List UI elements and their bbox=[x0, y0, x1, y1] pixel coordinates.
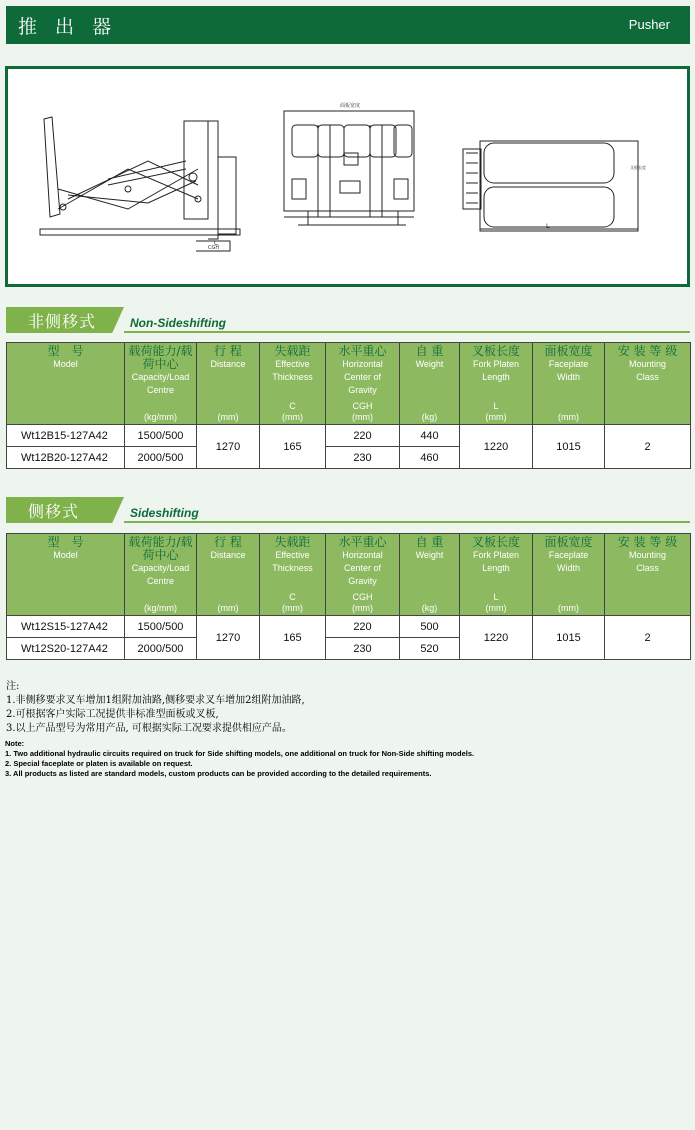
cell-weight: 500 bbox=[400, 616, 460, 638]
section-header-sideshifting bbox=[6, 497, 690, 523]
section-header-non-sideshifting bbox=[6, 307, 690, 333]
cell-model: Wt12S20-127A42 bbox=[7, 638, 125, 660]
cell-capacity: 1500/500 bbox=[125, 616, 197, 638]
table-row bbox=[7, 616, 691, 638]
cell-cgh: 230 bbox=[326, 447, 400, 469]
cell-length: 1220 bbox=[460, 616, 533, 660]
table-header-row bbox=[7, 343, 691, 425]
cell-cgh: 220 bbox=[326, 425, 400, 447]
col-weight: 自 重 Weight (kg) bbox=[400, 343, 460, 425]
section-title-en: Sideshifting bbox=[130, 506, 199, 520]
col-thickness: 失载距 Effective Thickness C (mm) bbox=[260, 534, 326, 616]
section-divider bbox=[124, 331, 690, 333]
cell-width: 1015 bbox=[533, 616, 605, 660]
notes-en-item: 1. Two additional hydraulic circuits required on truck for Side shifting models, one additional on truck for Non-Side shifting models. bbox=[5, 749, 475, 758]
notes-en-item: 2. Special faceplate or platen is available on request. bbox=[5, 759, 193, 768]
col-distance: 行 程 Distance (mm) bbox=[197, 343, 260, 425]
pusher-line-drawing bbox=[8, 69, 687, 284]
section-divider bbox=[124, 521, 690, 523]
spec-table-sideshifting bbox=[6, 533, 691, 660]
cell-weight: 520 bbox=[400, 638, 460, 660]
cell-thickness: 165 bbox=[260, 425, 326, 469]
col-width: 面板宽度 Faceplate Width (mm) bbox=[533, 343, 605, 425]
col-width: 面板宽度 Faceplate Width (mm) bbox=[533, 534, 605, 616]
col-thickness: 失载距 Effective Thickness C (mm) bbox=[260, 343, 326, 425]
col-length: 叉板长度 Fork Platen Length L (mm) bbox=[460, 343, 533, 425]
notes-cn-title: 注: bbox=[6, 681, 20, 692]
spec-table-non-sideshifting bbox=[6, 342, 691, 469]
drawing-side-note: 叉板长度 bbox=[630, 165, 646, 170]
page-title-en: Pusher bbox=[628, 17, 670, 32]
page-title-cn: 推 出 器 bbox=[18, 16, 118, 38]
table-header-row bbox=[7, 534, 691, 616]
cell-model: Wt12B20-127A42 bbox=[7, 447, 125, 469]
drawing-l-label: L bbox=[546, 223, 550, 230]
cell-weight: 460 bbox=[400, 447, 460, 469]
notes-chinese bbox=[6, 680, 305, 736]
section-title-cn: 非侧移式 bbox=[28, 312, 97, 331]
section-title-cn: 侧移式 bbox=[28, 502, 80, 521]
notes-en-item: 3. All products as listed are standard models, custom products can be provided according to the detailed requirements. bbox=[5, 769, 432, 778]
col-length: 叉板长度 Fork Platen Length L (mm) bbox=[460, 534, 533, 616]
cell-class: 2 bbox=[605, 425, 691, 469]
col-model: 型 号 Model bbox=[7, 343, 125, 425]
cell-distance: 1270 bbox=[197, 616, 260, 660]
drawing-c-label: C bbox=[214, 240, 219, 247]
cell-capacity: 2000/500 bbox=[125, 638, 197, 660]
drawing-top-label: 面板宽度 bbox=[340, 103, 361, 109]
cell-weight: 440 bbox=[400, 425, 460, 447]
cell-capacity: 2000/500 bbox=[125, 447, 197, 469]
col-cgh: 水平重心 Horizontal Center of Gravity CGH (mm) bbox=[326, 534, 400, 616]
col-capacity: 载荷能力/载荷中心 Capacity/Load Centre (kg/mm) bbox=[125, 534, 197, 616]
notes-cn-item: 3.以上产品型号为常用产品, 可根据实际工况要求提供相应产品。 bbox=[6, 723, 292, 734]
notes-english bbox=[5, 739, 474, 779]
cell-class: 2 bbox=[605, 616, 691, 660]
title-bar bbox=[6, 6, 690, 44]
cell-cgh: 230 bbox=[326, 638, 400, 660]
col-distance: 行 程 Distance (mm) bbox=[197, 534, 260, 616]
cell-width: 1015 bbox=[533, 425, 605, 469]
cell-distance: 1270 bbox=[197, 425, 260, 469]
cell-length: 1220 bbox=[460, 425, 533, 469]
table-row bbox=[7, 425, 691, 447]
col-model: 型 号 Model bbox=[7, 534, 125, 616]
col-class: 安 装 等 级 Mounting Class bbox=[605, 343, 691, 425]
cell-capacity: 1500/500 bbox=[125, 425, 197, 447]
cell-thickness: 165 bbox=[260, 616, 326, 660]
notes-en-title: Note: bbox=[5, 739, 25, 748]
technical-drawing bbox=[5, 66, 690, 287]
cell-model: Wt12S15-127A42 bbox=[7, 616, 125, 638]
section-title-en: Non-Sideshifting bbox=[130, 316, 226, 330]
notes-cn-item: 2.可根据客户实际工况提供非标准型面板或叉板, bbox=[6, 709, 219, 720]
col-class: 安 装 等 级 Mounting Class bbox=[605, 534, 691, 616]
cell-cgh: 220 bbox=[326, 616, 400, 638]
col-capacity: 载荷能力/载荷中心 Capacity/Load Centre (kg/mm) bbox=[125, 343, 197, 425]
cell-model: Wt12B15-127A42 bbox=[7, 425, 125, 447]
col-weight: 自 重 Weight (kg) bbox=[400, 534, 460, 616]
drawing-cgh-label: CGH bbox=[208, 245, 220, 251]
notes-cn-item: 1.非侧移要求叉车增加1组附加油路,侧移要求叉车增加2组附加油路, bbox=[6, 695, 305, 706]
col-cgh: 水平重心 Horizontal Center of Gravity CGH (mm) bbox=[326, 343, 400, 425]
